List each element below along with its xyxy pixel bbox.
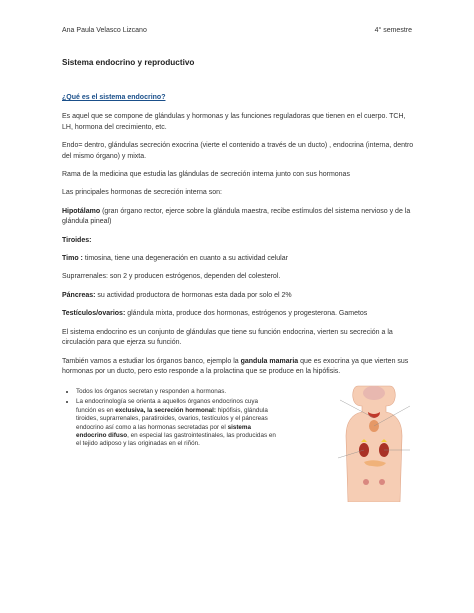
timo-text: timosina, tiene una degeneración en cuanto a su actividad celular	[82, 255, 288, 263]
paragraph-tiroides	[62, 236, 414, 246]
paragraph-endo: Endo= dentro, glándulas secreción exocrina (vierte el contenido a través de un ducto) , endocrina (interna, dentro del mismo órgano) y mixta.	[62, 142, 414, 160]
figure-bullet: • La endocrinología se orienta a aquellos órganos endocrinos cuya función es en exclusiva, la secreción hormonal: hipófisis, glándula tiroides, suprarrenales, paratiroides, ovarios, testículos y el páncreas endocrino así como a las hormonas secretadas por el sistema endocrino difuso, en especial las gastrointestinales, las producidas en el tejido adiposo y las originadas en el riñón.	[76, 398, 277, 448]
paragraph-endocrine-system: El sistema endocrino es un conjunto de glándulas que tiene su función endocrina, vierten su secreción a la circulación para que ejerza su función.	[62, 328, 393, 347]
paragraph-pancreas	[62, 291, 414, 301]
organos-banco-text-a: También vamos a estudiar los órganos banco, ejemplo la	[62, 357, 241, 365]
endocrine-illustration	[334, 384, 414, 502]
document-title: Sistema endocrino y reproductivo	[62, 58, 195, 67]
pancreas-label: Páncreas:	[62, 291, 96, 299]
endocrine-figure	[62, 384, 414, 502]
paragraph-suprarrenales: Suprarrenales: son 2 y producen estrógenos, dependen del colesterol.	[62, 273, 281, 281]
section-question: ¿Qué es el sistema endocrino?	[62, 94, 166, 101]
timo-label: Timo :	[62, 255, 83, 263]
paragraph-testiculos	[62, 309, 414, 319]
paragraph-main-hormones: Las principales hormonas de secreción interna son:	[62, 189, 222, 197]
document-body	[62, 93, 414, 385]
paragraph-organos-banco	[62, 357, 414, 378]
figure-bullet-list	[62, 388, 277, 449]
hipotalamo-text: (gran órgano rector, ejerce sobre la glándula maestra, recibe estímulos del sistema nervioso y de la glándula pineal)	[62, 207, 411, 226]
tiroides-label: Tiroides:	[62, 236, 92, 244]
organos-banco-text-b: que es exocrina ya que vierten sus hormonas por un ducto, pero esto responde a la prolactina que se produce en la hipófisis.	[62, 357, 409, 375]
paragraph-hipotalamo	[62, 207, 414, 228]
author-name: Ana Paula Velasco Lizcano	[62, 27, 147, 34]
page-header	[62, 27, 412, 39]
semester-label: 4° semestre	[374, 27, 412, 34]
paragraph-branch: Rama de la medicina que estudia las glándulas de secreción interna junto con sus hormonas	[62, 171, 350, 179]
pancreas-text: su actividad productora de hormonas esta dada por solo el 2%	[95, 291, 292, 299]
paragraph-timo	[62, 254, 414, 264]
paragraph-definition: Es aquel que se compone de glándulas y hormonas y las funciones reguladoras que tienen en el cuerpo. TCH, LH, hormona del crecimiento, etc.	[62, 113, 406, 131]
figure-bullet: • Todos los órganos secretan y responden a hormonas.	[76, 388, 277, 396]
hipotalamo-label: Hipotálamo	[62, 207, 101, 215]
gandula-mamaria-label: gandula mamaria	[240, 357, 299, 365]
testiculos-label: Testículos/ovarios:	[62, 310, 126, 318]
figure-text	[62, 388, 277, 451]
testiculos-text: glándula mixta, produce dos hormonas, estrógenos y progesterona. Gametos	[125, 310, 368, 318]
